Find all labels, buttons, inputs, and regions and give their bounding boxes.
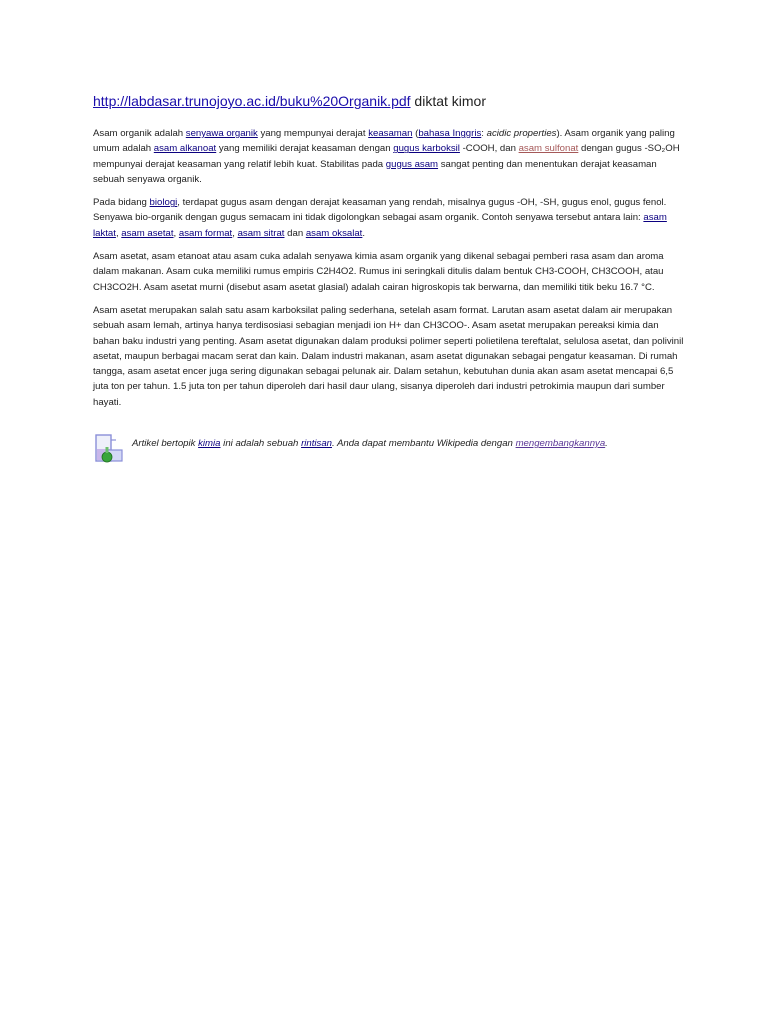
page-heading	[93, 92, 486, 110]
link-gugus-karboksil[interactable]: gugus karboksil	[393, 143, 460, 155]
link-asam-oksalat[interactable]: asam oksalat	[305, 227, 363, 239]
text: Pada bidang	[93, 197, 150, 209]
text: .	[362, 227, 366, 239]
link-kimia[interactable]: kimia	[198, 438, 221, 449]
text: sangat penting dan menentukan derajat keasaman sebuah senyawa organik.	[93, 158, 657, 185]
link-asam-asetat[interactable]: asam asetat	[121, 227, 174, 239]
text: ,	[232, 227, 238, 239]
text: yang memiliki derajat keasaman dengan	[216, 143, 394, 155]
link-asam-laktat[interactable]: asam laktat	[93, 212, 667, 239]
link-asam-sulfonat[interactable]: asam sulfonat	[518, 143, 579, 155]
text: . Anda dapat membantu Wikipedia dengan	[332, 438, 516, 449]
article-body	[93, 126, 685, 418]
italic-term: acidic properties	[486, 128, 557, 139]
text: dengan gugus -SO₂OH mempunyai derajat keasaman yang relatif lebih kuat. Stabilitas pada	[93, 143, 680, 170]
text: , terdapat gugus asam dengan derajat keasaman yang rendah, misalnya gugus -OH, -SH, gugus enol, gugus fenol. Senyawa bio-organik dengan gugus semacam ini tidak digolongkan sebagai asam organik. Contoh senyawa tersebut antara lain:	[93, 197, 667, 224]
link-senyawa-organik[interactable]: senyawa organik	[185, 128, 258, 139]
text: dan	[284, 227, 306, 239]
pdf-link[interactable]: http://labdasar.trunojoyo.ac.id/buku%20Organik.pdf	[93, 93, 411, 109]
link-asam-format[interactable]: asam format	[178, 227, 233, 239]
link-mengembangkannya[interactable]: mengembangkannya	[515, 438, 606, 449]
link-gugus-asam[interactable]: gugus asam	[385, 158, 439, 170]
text: -COOH, dan	[459, 143, 519, 155]
link-keasaman[interactable]: keasaman	[368, 128, 413, 139]
link-asam-sitrat[interactable]: asam sitrat	[237, 227, 285, 239]
heading-suffix: diktat kimor	[410, 93, 487, 109]
paragraph-asam-organik	[93, 126, 685, 187]
link-bahasa-inggris[interactable]: bahasa Inggris	[418, 128, 482, 139]
text: :	[481, 128, 487, 139]
text: ini adalah sebuah	[220, 438, 302, 449]
text: yang mempunyai derajat	[257, 128, 369, 139]
link-biologi[interactable]: biologi	[149, 197, 178, 209]
text: .	[605, 438, 608, 449]
text: (	[412, 128, 419, 139]
stub-notice	[94, 432, 694, 466]
text: Artikel bertopik	[132, 438, 199, 449]
chemistry-beaker-icon	[94, 432, 124, 464]
text: Asam organik adalah	[93, 128, 186, 139]
link-asam-alkanoat[interactable]: asam alkanoat	[153, 143, 217, 155]
stub-text	[132, 436, 608, 451]
link-rintisan[interactable]: rintisan	[301, 438, 332, 449]
paragraph-biologi	[93, 195, 685, 241]
paragraph-asam-asetat-industri: Asam asetat merupakan salah satu asam karboksilat paling sederhana, setelah asam format. Larutan asam asetat dalam air merupakan sebuah asam lemah, artinya hanya terdisosiasi sebagian menjadi ion H+ dan CH3COO-. Asam asetat merupakan pereaksi kimia dan bahan baku industri yang penting. Asam asetat digunakan dalam produksi polimer seperti polietilena tereftalat, selulosa asetat, dan polivinil asetat, maupun berbagai macam serat dan kain. Dalam industri makanan, asam asetat digunakan sebagai pengatur keasaman. Di rumah tangga, asam asetat encer juga sering digunakan sebagai pelunak air. Dalam setahun, kebutuhan dunia akan asam asetat mencapai 6,5 juta ton per tahun. 1.5 juta ton per tahun diperoleh dari hasil daur ulang, sisanya diperoleh dari industri petrokimia maupun dari sumber hayati.	[93, 304, 684, 408]
paragraph-asam-asetat: Asam asetat, asam etanoat atau asam cuka adalah senyawa kimia asam organik yang dikenal sebagai pemberi rasa asam dan aroma dalam makanan. Asam cuka memiliki rumus empiris C2H4O2. Rumus ini seringkali ditulis dalam bentuk CH3-COOH, CH3COOH, atau CH3CO2H. Asam asetat murni (disebut asam asetat glasial) adalah cairan higroskopis tak berwarna, dan memiliki titik beku 16.7 °C.	[93, 251, 664, 293]
text: ). Asam organik yang paling umum adalah	[93, 128, 675, 155]
text: ,	[173, 227, 179, 239]
text: ,	[115, 227, 122, 239]
